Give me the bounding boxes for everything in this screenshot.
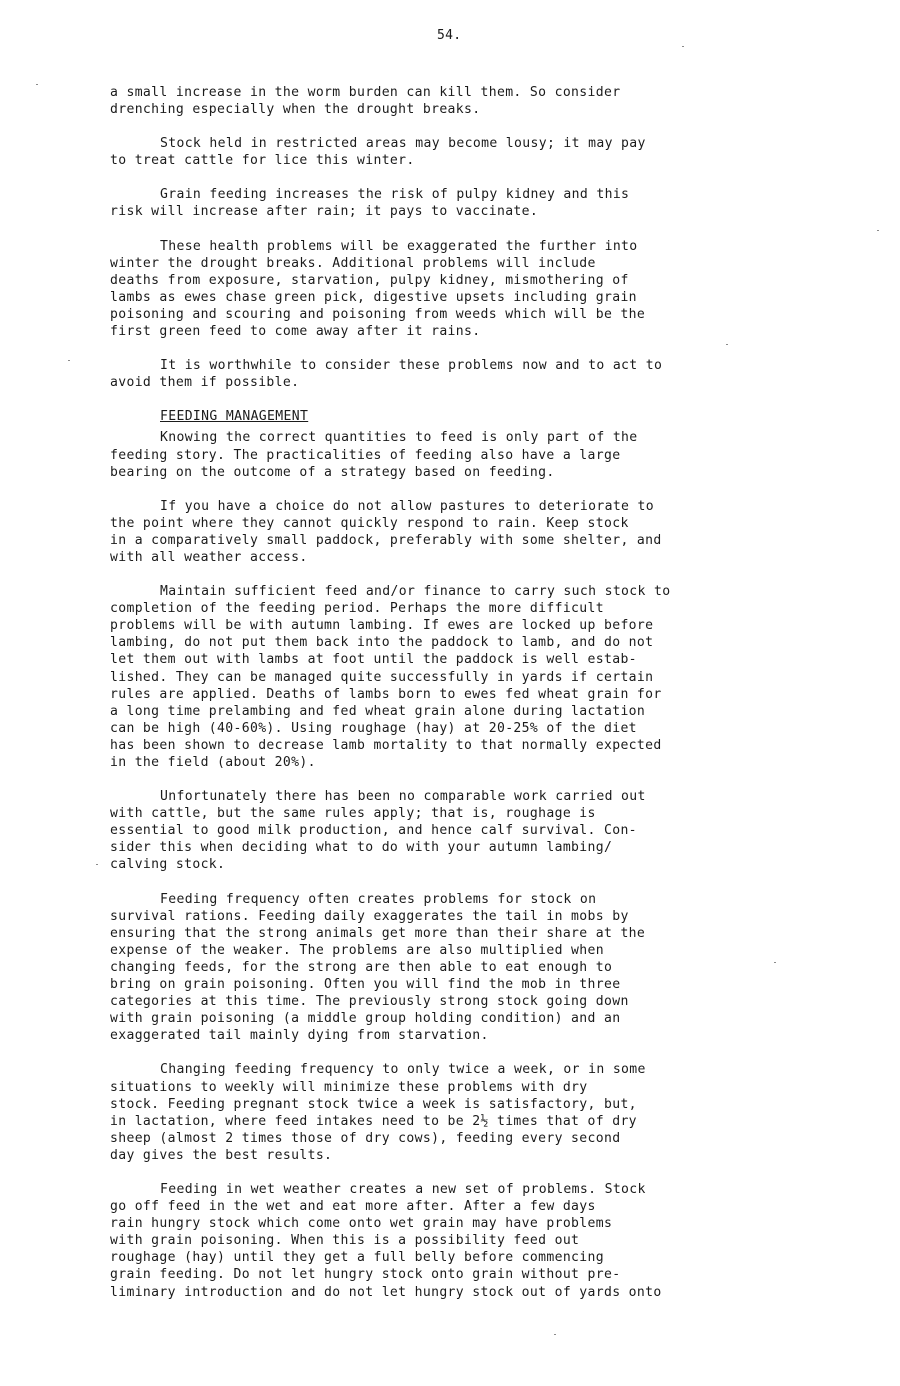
paragraph-changing-frequency xyxy=(110,1061,800,1164)
scan-speck xyxy=(682,46,684,47)
paragraph-text: Unfortunately there has been no comparable work carried out with cattle, but the same rules apply; that is, roughage is essential to good milk production, and hence calf survival. Con- sider this when deciding what to do with your autumn lambing/ calving stock. xyxy=(110,789,646,873)
paragraph-lice xyxy=(110,135,800,169)
paragraph-text: Feeding frequency often creates problems for stock on survival rations. Feeding daily exaggerates the tail in mobs by ensuring that the strong animals get more than their share at the expense of the weaker. The problems are also multiplied when changing feeds, for the strong are then able to eat enough to bring on grain poisoning. Often you will find the mob in three categories at this time. The previously strong stock going down with grain poisoning (a middle group holding condition) and an exaggerated tail mainly dying from starvation. xyxy=(110,891,646,1044)
scan-speck xyxy=(96,864,98,865)
scan-speck xyxy=(726,344,728,345)
paragraph-correct-quantities xyxy=(110,429,800,480)
paragraph-pastures xyxy=(110,498,800,566)
paragraph-sufficient-feed xyxy=(110,583,800,771)
paragraph-text: Grain feeding increases the risk of pulpy kidney and this risk will increase after rain; it pays to vaccinate. xyxy=(110,187,630,220)
scan-speck xyxy=(36,84,38,85)
page-number: 54. xyxy=(437,28,462,43)
paragraph-text: Stock held in restricted areas may become lousy; it may pay to treat cattle for lice this winter. xyxy=(110,136,646,169)
scan-speck xyxy=(68,360,70,361)
paragraph-wet-weather xyxy=(110,1181,800,1301)
paragraph-cattle xyxy=(110,788,800,873)
paragraph-worm-burden xyxy=(110,84,800,118)
paragraph-pulpy-kidney xyxy=(110,186,800,220)
paragraph-health-problems xyxy=(110,238,800,341)
paragraph-text: If you have a choice do not allow pastures to deteriorate to the point where they cannot quickly respond to rain. Keep stock in a comparatively small paddock, preferably with some shelter, and with all weather access. xyxy=(110,498,662,565)
paragraph-text: Feeding in wet weather creates a new set of problems. Stock go off feed in the wet and eat more after. After a few days rain hungry stock which come onto wet grain may have problems with grain poisoning. When this is a possibility feed out roughage (hay) until they get a full belly before commencing grain feeding. Do not let hungry stock onto grain without pre- liminary introduction and do not let hungry stock out of yards onto xyxy=(110,1181,662,1300)
scan-speck xyxy=(877,230,879,231)
paragraph-text: Maintain sufficient feed and/or finance to carry such stock to completion of the feeding period. Perhaps the more difficult problems will be with autumn lambing. If ewes are locked up before lambing, do not put them back into the paddock to lamb, and do not let them out with lambs at foot until the paddock is well estab- lished. They can be managed quite successfully in yards if certain rules are applied. Deaths of lambs born to ewes fed wheat grain for a long time prelambing and fed wheat grain alone during lactation can be high (40-60%). Using roughage (hay) at 20-25% of the diet has been shown to decrease lamb mortality to that normally expected in the field (about 20%). xyxy=(110,584,671,770)
paragraph-feeding-frequency xyxy=(110,891,800,1045)
scan-speck xyxy=(774,962,776,963)
scan-speck xyxy=(554,1334,556,1335)
paragraph-text: These health problems will be exaggerated the further into winter the drought breaks. Additional problems will include deaths from exposure, starvation, pulpy kidney, mismothering of lambs as ewes chase green pick, digestive upsets including grain poisoning and scouring and poisoning from weeds which will be the first green feed to come away after it rains. xyxy=(110,238,646,340)
section-heading: FEEDING MANAGEMENT xyxy=(160,409,309,425)
paragraph-worthwhile xyxy=(110,357,800,391)
body-text xyxy=(110,84,800,1318)
paragraph-text: Knowing the correct quantities to feed is only part of the feeding story. The practicalities of feeding also have a large bearing on the outcome of a strategy based on feeding. xyxy=(110,430,638,480)
paragraph-text: a small increase in the worm burden can kill them. So consider drenching especially when the drought breaks. xyxy=(110,85,621,118)
paragraph-text: It is worthwhile to consider these problems now and to act to avoid them if possible. xyxy=(110,358,663,391)
paragraph-text: Changing feeding frequency to only twice a week, or in some situations to weekly will minimize these problems with dry stock. Feeding pregnant stock twice a week is satisfactory, but, in lactation, where feed intakes need to be 2½ times that of dry sheep (almost 2 times those of dry cows), feeding every second day gives the best results. xyxy=(110,1062,646,1163)
